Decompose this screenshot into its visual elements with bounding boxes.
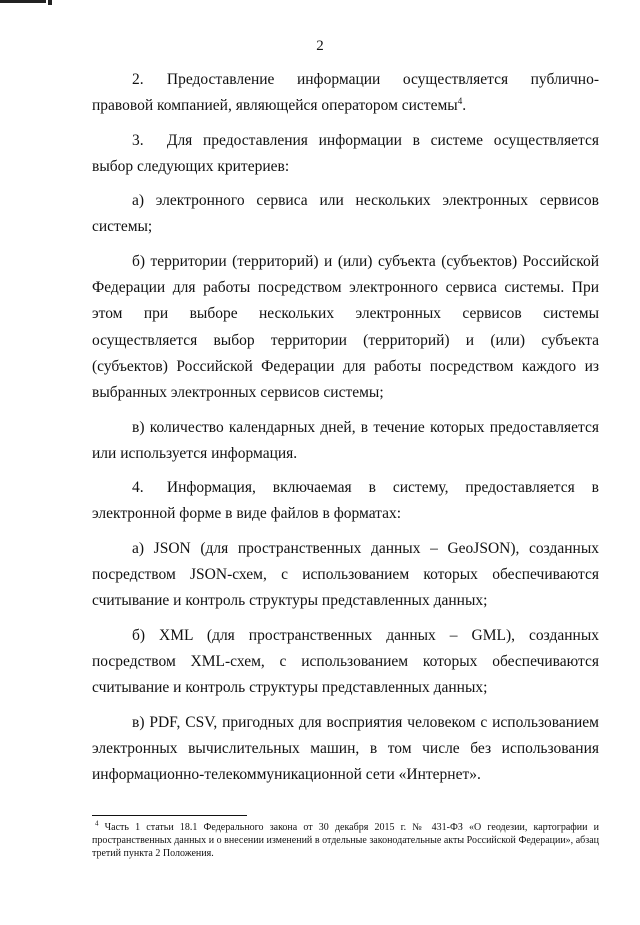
paragraph-item-2: 2. Предоставление информации осуществляется публично-правовой компанией, являющейся оператором системы$^4$. [92, 71, 599, 115]
paragraph-item-3: 3. Для предоставления информации в системе осуществляется выбор следующих критериев: [92, 131, 599, 175]
paragraph-item-4c: в) PDF, CSV, пригодных для восприятия человеком с использованием электронных вычислительных машин, в том числе без использования информационно-телекоммуникационной сети «Интернет». [92, 713, 599, 784]
paragraph-item-3b: б) территории (территорий) и (или) субъекта (субъектов) Российской Федерации для работы посредством электронного сервиса системы. При этом при выборе нескольких электронных сервисов системы осуществляется выбор территории (территорий) и (или) субъекта (субъектов) Российской Федерации для работы посредством каждого из выбранных электронных сервисов системы; [92, 252, 599, 402]
footnote-separator [92, 815, 247, 816]
paragraph-item-4: 4. Информация, включаемая в систему, предоставляется в электронной форме в виде файлов в форматах: [92, 479, 599, 523]
page-number: 2 [316, 38, 324, 54]
paragraph-item-4a: а) JSON (для пространственных данных – GeoJSON), созданных посредством JSON-схем, с использованием которых обеспечиваются считывание и контроль структуры представленных данных; [92, 539, 599, 610]
footnote [92, 821, 599, 860]
scan-artifact-dot [48, 0, 52, 5]
paragraph-item-4b: б) XML (для пространственных данных – GML), созданных посредством XML-схем, с использованием которых обеспечиваются считывание и контроль структуры представленных данных; [92, 626, 599, 697]
scan-artifact-line [0, 0, 46, 3]
footnote-ref: 4 [457, 96, 463, 107]
footnote-text: Часть 1 статьи 18.1 Федерального закона от 30 декабря 2015 г. № 431-ФЗ «О геодезии, картографии и пространственных данных и о внесении изменений в отдельные законодательные акты Российской Федерации», абзац третий пункта 2 Положения. [92, 822, 599, 859]
document-body [92, 67, 599, 796]
paragraph-item-3c: в) количество календарных дней, в течение которых предоставляется или используется информация. [92, 418, 599, 462]
footnote-marker: 4 [95, 819, 99, 828]
paragraph-item-3a: а) электронного сервиса или нескольких электронных сервисов системы; [92, 192, 599, 236]
